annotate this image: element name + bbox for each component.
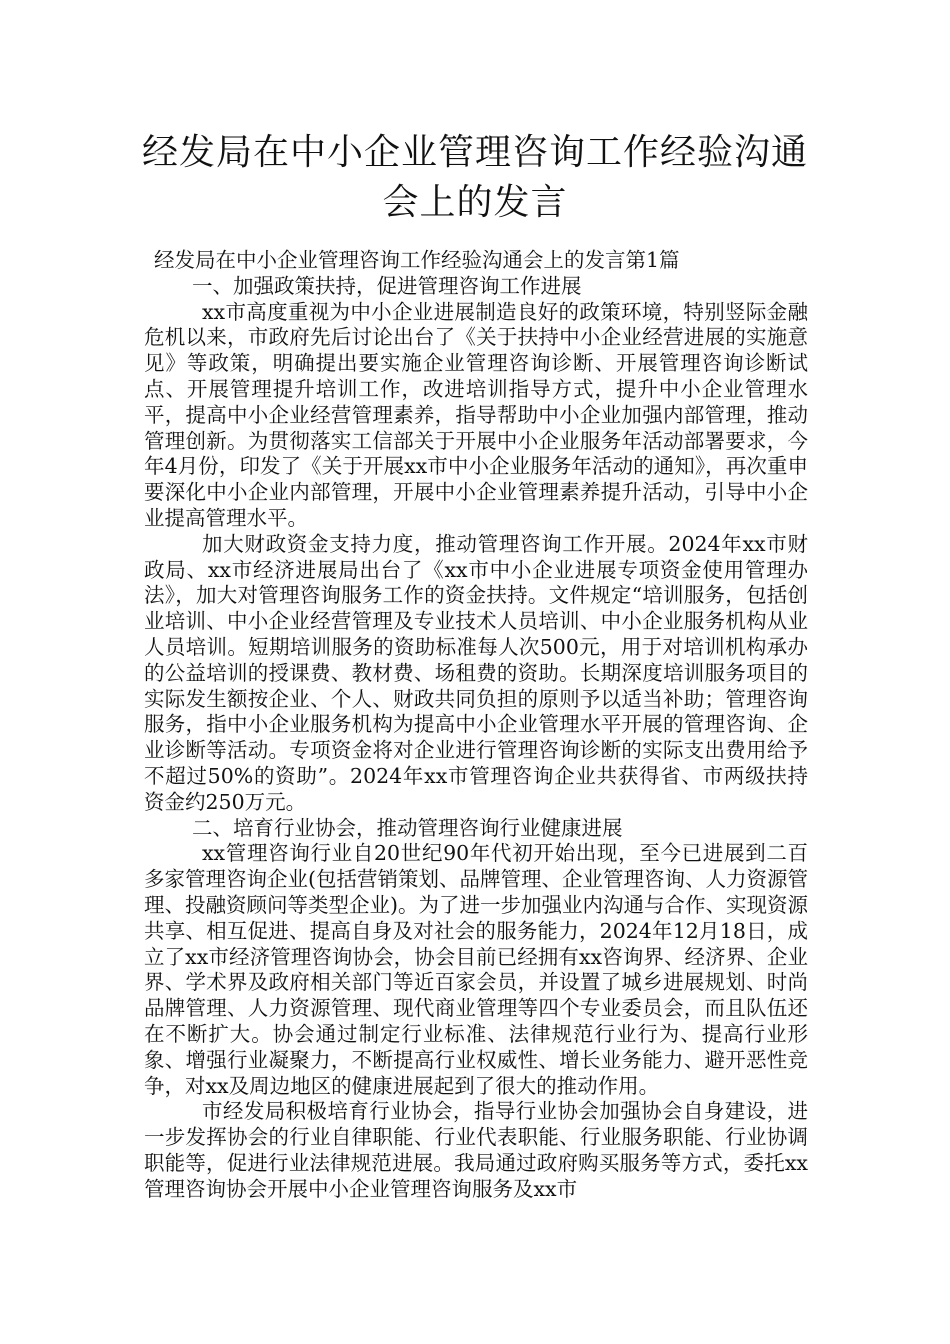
paragraph-2: 加大财政资金支持力度，推动管理咨询工作开展。2024年xx市财政局、xx市经济进展局出台了《xx市中小企业进展专项资金使用管理办法》，加大对管理咨询服务工作的资金扶持。文件规定“培训服务，包括创业培训、中小企业经营管理及专业技术人员培训、中小企业服务机构从业人员培训。短期培训服务的资助标准每人次500元，用于对培训机构承办的公益培训的授课费、教材费、场租费的资助。长期深度培训服务项目的实际发生额按企业、个人、财政共同负担的原则予以适当补助；管理咨询服务，指中小企业服务机构为提高中小企业管理水平开展的管理咨询、企业诊断等活动。专项资金将对企业进行管理咨询诊断的实际支出费用给予不超过50%的资助”。2024年xx市管理咨询企业共获得省、市两级扶持资金约250万元。 [144,531,808,814]
title-line-1: 经发局在中小企业管理咨询工作经验沟通 [141,132,808,173]
paragraph-3: xx管理咨询行业自20世纪90年代初开始出现，至今已进展到二百多家管理咨询企业(包括营销策划、品牌管理、企业管理咨询、人力资源管理、投融资顾问等类型企业)。为了进一步加强业内沟通与合作、实现资源共享、相互促进、提高自身及对社会的服务能力，2024年12月18日，成立了xx市经济管理咨询协会，协会目前已经拥有xx咨询界、经济界、企业界、学术界及政府相关部门等近百家会员，并设置了城乡进展规划、时尚品牌管理、人力资源管理、现代商业管理等四个专业委员会，而且队伍还在不断扩大。协会通过制定行业标准、法律规范行业行为、提高行业形象、增强行业凝聚力，不断提高行业权威性、增长业务能力、避开恶性竞争，对xx及周边地区的健康进展起到了很大的推动作用。 [144,841,808,1098]
section-heading-2: 二、培育行业协会，推动管理咨询行业健康进展 [192,815,623,840]
paragraph-1: xx市高度重视为中小企业进展制造良好的政策环境，特别竖际金融危机以来，市政府先后讨论出台了《关于扶持中小企业经营进展的实施意见》等政策，明确提出要实施企业管理咨询诊断、开展管理咨询诊断试点、开展管理提升培训工作，改进培训指导方式，提升中小企业管理水平，提高中小企业经营管理素养，指导帮助中小企业加强内部管理，推动管理创新。为贯彻落实工信部关于开展中小企业服务年活动部署要求，今年4月份，印发了《关于开展xx市中小企业服务年活动的通知》，再次重申要深化中小企业内部管理，开展中小企业管理素养提升活动，引导中小企业提高管理水平。 [144,299,808,530]
section-heading-1: 一、加强政策扶持，促进管理咨询工作进展 [192,273,582,298]
document-body [144,248,808,1202]
section-subtitle: 经发局在中小企业管理咨询工作经验沟通会上的发言第1篇 [154,248,680,272]
document-title [100,128,850,228]
paragraph-4: 市经发局积极培育行业协会，指导行业协会加强协会自身建设，进一步发挥协会的行业自律职能、行业代表职能、行业服务职能、行业协调职能等，促进行业法律规范进展。我局通过政府购买服务等方式，委托xx管理咨询协会开展中小企业管理咨询服务及xx市 [144,1099,808,1201]
title-line-2: 会上的发言 [382,182,568,223]
